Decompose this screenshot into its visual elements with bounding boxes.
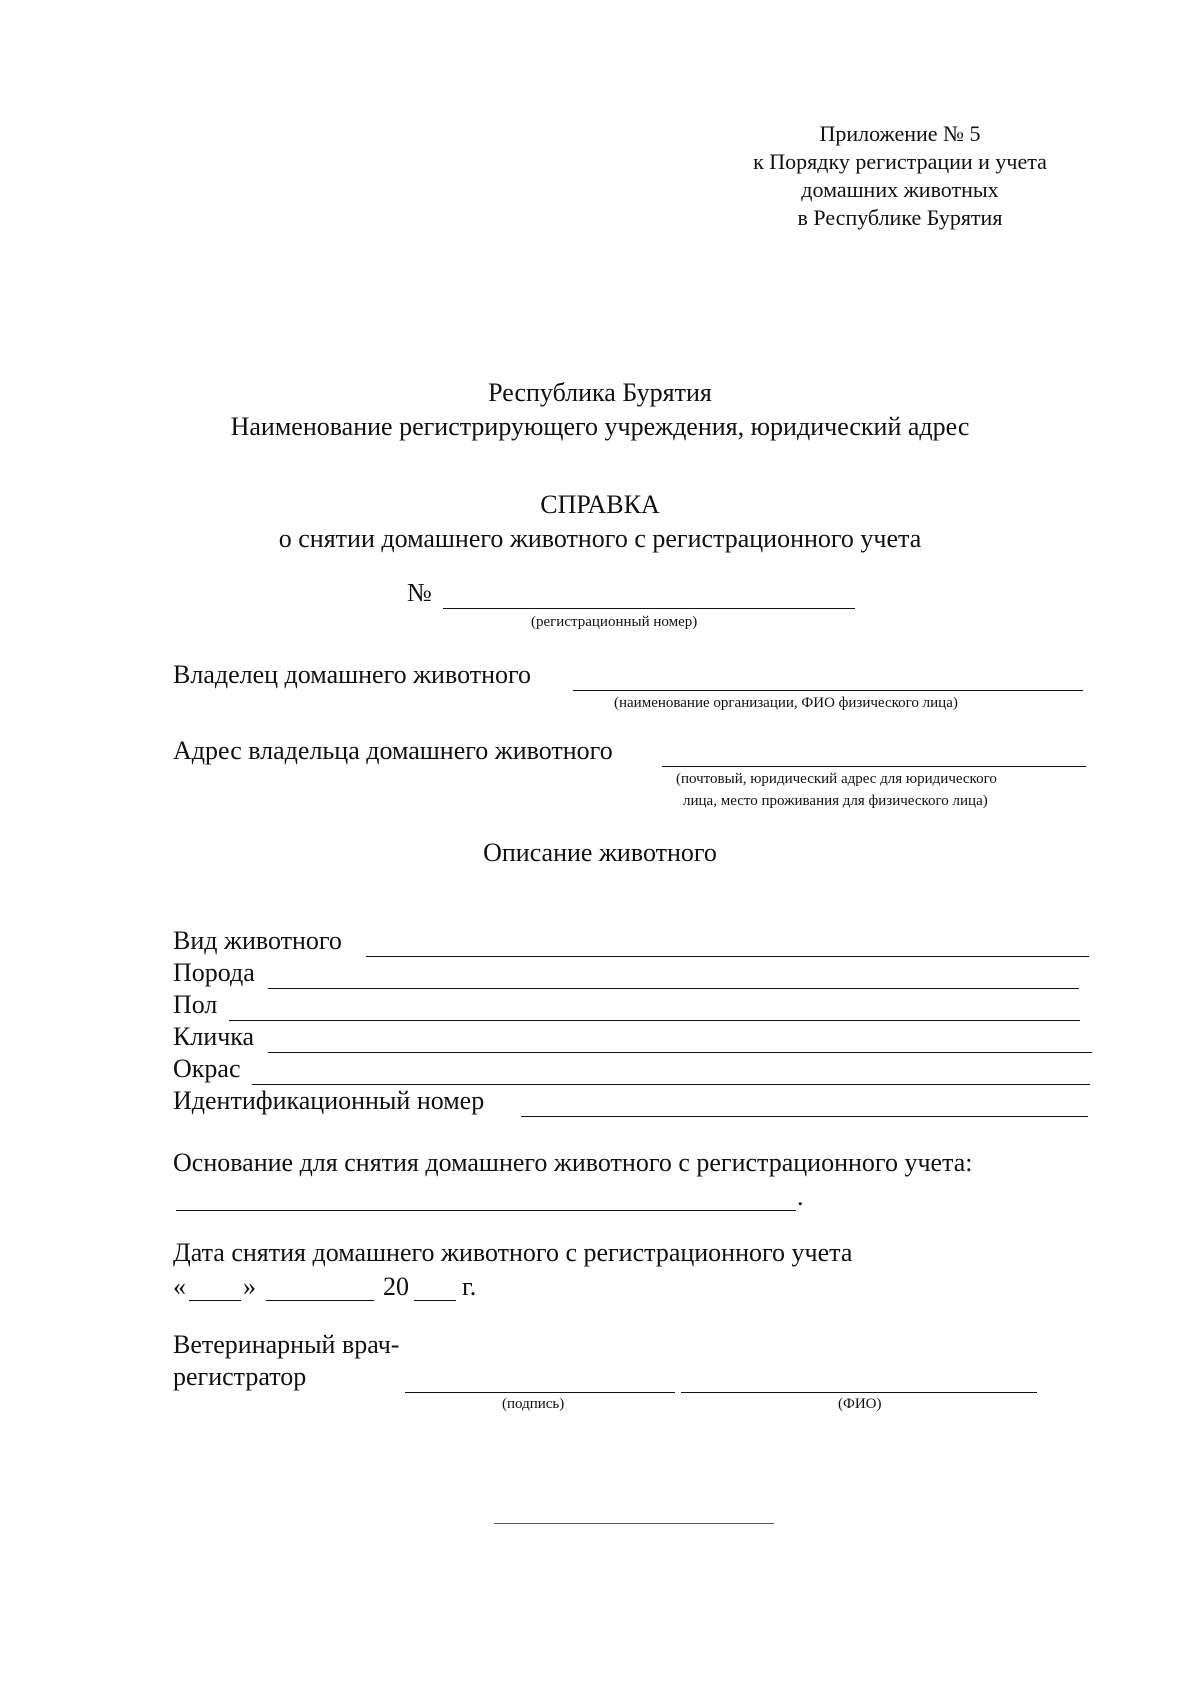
appendix-line-3: домашних животных — [801, 177, 999, 202]
id-number-field[interactable] — [521, 1116, 1088, 1117]
date-year-prefix: 20 — [383, 1272, 409, 1301]
address-caption-line-2: лица, место проживания для физического лица) — [683, 793, 988, 809]
signature-caption: (подпись) — [502, 1396, 565, 1412]
date-close-quote: » — [243, 1272, 256, 1301]
appendix-line-2: к Порядку регистрации и учета — [753, 149, 1047, 174]
address-field[interactable] — [662, 766, 1086, 767]
owner-caption: (наименование организации, ФИО физического лица) — [614, 695, 958, 711]
appendix-block — [700, 120, 1100, 232]
id-number-label: Идентификационный номер — [173, 1086, 485, 1115]
owner-label: Владелец домашнего животного — [173, 660, 532, 689]
signature-role-line-1: Ветеринарный врач- — [173, 1330, 400, 1359]
date-year-field[interactable] — [414, 1300, 456, 1301]
bottom-divider — [494, 1523, 774, 1524]
sex-label: Пол — [173, 990, 218, 1019]
breed-label: Порода — [173, 958, 255, 987]
institution-heading: Наименование регистрирующего учреждения, юридический адрес — [230, 412, 970, 441]
breed-field[interactable] — [268, 988, 1079, 989]
basis-label: Основание для снятия домашнего животного с регистрационного учета: — [173, 1148, 973, 1177]
address-caption-line-1: (почтовый, юридический адрес для юридического — [676, 771, 997, 787]
document-subtitle: о снятии домашнего животного с регистрационного учета — [278, 524, 922, 553]
name-field[interactable] — [268, 1052, 1092, 1053]
kind-field[interactable] — [366, 956, 1089, 957]
color-label: Окрас — [173, 1054, 241, 1083]
republic-heading: Республика Бурятия — [488, 378, 712, 407]
signature-role-line-2: регистратор — [173, 1362, 307, 1391]
date-month-field[interactable] — [266, 1300, 374, 1301]
signature-name-caption: (ФИО) — [838, 1396, 882, 1412]
basis-field[interactable] — [176, 1210, 796, 1211]
registration-number-caption: (регистрационный номер) — [531, 614, 698, 630]
address-label: Адрес владельца домашнего животного — [173, 736, 613, 765]
signature-field[interactable] — [405, 1392, 675, 1393]
registration-number-field[interactable] — [443, 608, 855, 609]
owner-field[interactable] — [573, 690, 1083, 691]
appendix-line-1: Приложение № 5 — [819, 121, 981, 146]
color-field[interactable] — [252, 1084, 1090, 1085]
description-heading: Описание животного — [483, 838, 717, 867]
signature-name-field[interactable] — [681, 1392, 1037, 1393]
date-day-field[interactable] — [189, 1300, 241, 1301]
date-year-suffix: г. — [462, 1272, 477, 1301]
kind-label: Вид животного — [173, 926, 342, 955]
basis-period: . — [797, 1182, 804, 1211]
date-open-quote: « — [173, 1272, 186, 1301]
date-label: Дата снятия домашнего животного с регистрационного учета — [173, 1238, 853, 1267]
sex-field[interactable] — [229, 1020, 1080, 1021]
document-title: СПРАВКА — [540, 490, 660, 519]
number-sign: № — [407, 578, 432, 607]
appendix-line-4: в Республике Бурятия — [797, 205, 1003, 230]
name-label: Кличка — [173, 1022, 255, 1051]
